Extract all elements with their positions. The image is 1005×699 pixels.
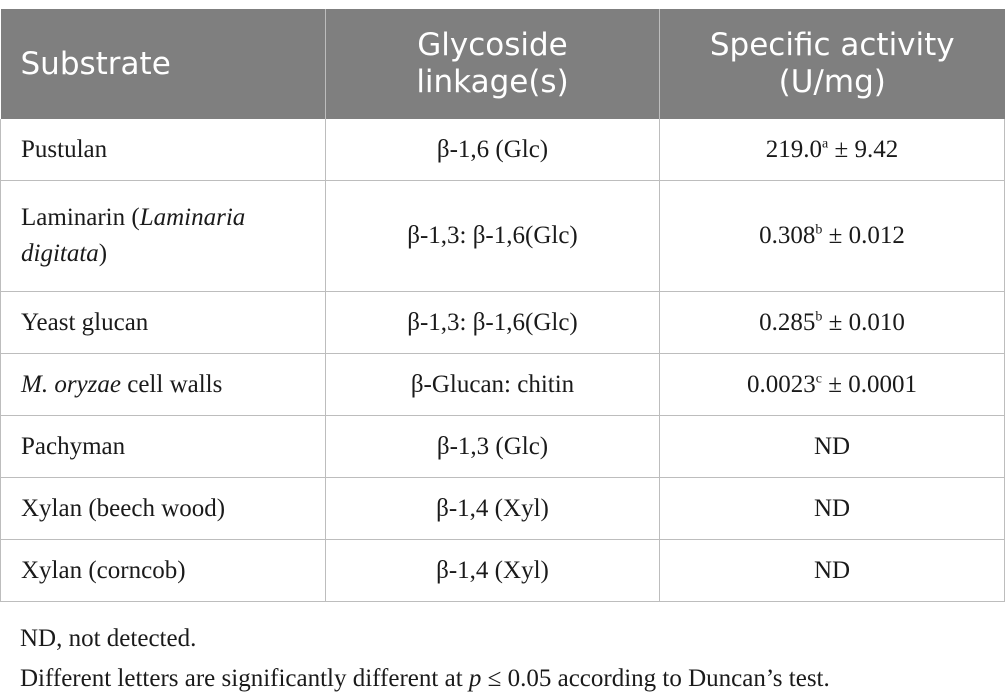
activity-value: ND <box>813 432 851 460</box>
linkage-text: β-1,6 (Glc) <box>436 135 549 163</box>
footnote-line2-prefix: Different letters are significantly different at <box>20 665 469 692</box>
substrate-text: Pachyman <box>21 432 126 460</box>
linkage-text: β-1,4 (Xyl) <box>436 494 549 522</box>
activity-sd: ± 0.012 <box>822 222 905 249</box>
table-row <box>1 354 1005 416</box>
cell-activity <box>660 540 1005 602</box>
substrate-italic: Laminaria <box>139 204 246 231</box>
table-row <box>1 119 1005 181</box>
cell-linkage <box>326 540 660 602</box>
activity-value: 0.285 <box>759 308 816 336</box>
table-header <box>1 9 1005 119</box>
substrate-text: Yeast glucan <box>21 308 149 336</box>
cell-linkage <box>326 119 660 181</box>
substrate-text: ) <box>98 240 108 267</box>
header-substrate <box>1 9 326 119</box>
footnote-line2-suffix: ≤ 0.05 according to Duncan’s test. <box>481 665 830 692</box>
linkage-text: β-Glucan: chitin <box>410 370 575 398</box>
activity-value: ND <box>813 494 851 522</box>
activity-superscript: b <box>815 222 823 238</box>
header-linkage-line1: Glycoside <box>417 27 568 63</box>
activity-sd: ± 0.010 <box>822 308 905 336</box>
footnote-abbreviation <box>20 619 830 659</box>
substrate-text: Pustulan <box>21 135 108 163</box>
table-footnotes <box>20 619 830 699</box>
activity-value: 0.308 <box>759 222 816 249</box>
cell-substrate <box>1 292 326 354</box>
cell-linkage <box>326 181 660 292</box>
activity-superscript: a <box>822 136 829 152</box>
activity-sd: ± 9.42 <box>828 135 899 163</box>
header-activity <box>660 9 1005 119</box>
table-row <box>1 292 1005 354</box>
activity-superscript: b <box>815 309 823 325</box>
header-linkage-line2: linkage(s) <box>416 64 569 100</box>
cell-linkage <box>326 354 660 416</box>
footnote-line2-italic: p <box>468 665 482 692</box>
linkage-text: β-1,3: β-1,6(Glc) <box>407 308 578 336</box>
activity-value: 219.0 <box>765 135 823 163</box>
header-row <box>1 9 1005 119</box>
activity-value: 0.0023 <box>747 370 816 398</box>
table-row <box>1 416 1005 478</box>
cell-substrate <box>1 416 326 478</box>
cell-linkage <box>326 416 660 478</box>
substrate-text: cell walls <box>120 370 223 398</box>
linkage-text: β-1,3 (Glc) <box>436 432 549 460</box>
table-row <box>1 478 1005 540</box>
header-activity-line2: (U/mg) <box>778 64 886 100</box>
substrate-italic: digitata <box>21 240 99 267</box>
substrate-text: Xylan (beech wood) <box>21 494 226 522</box>
cell-linkage <box>326 478 660 540</box>
cell-activity <box>660 354 1005 416</box>
substrate-text: Laminarin ( <box>21 204 140 231</box>
substrate-text: Xylan (corncob) <box>21 556 186 584</box>
footnote-significance <box>20 659 830 699</box>
cell-substrate <box>1 354 326 416</box>
cell-activity <box>660 119 1005 181</box>
activity-superscript: c <box>815 371 822 387</box>
header-linkage <box>326 9 660 119</box>
cell-substrate <box>1 540 326 602</box>
cell-activity <box>660 478 1005 540</box>
substrate-specificity-table <box>0 9 1005 602</box>
cell-activity <box>660 181 1005 292</box>
header-activity-line1: Specific activity <box>709 27 955 63</box>
table-row <box>1 540 1005 602</box>
substrate-italic: M. oryzae <box>21 370 121 398</box>
footnote-line1: ND, not detected. <box>20 625 197 652</box>
table-body <box>1 119 1005 602</box>
cell-linkage <box>326 292 660 354</box>
results-table-container <box>0 9 1004 602</box>
activity-value: ND <box>813 556 851 584</box>
table-row <box>1 181 1005 292</box>
cell-activity <box>660 292 1005 354</box>
cell-substrate <box>1 119 326 181</box>
linkage-text: β-1,3: β-1,6(Glc) <box>407 222 578 249</box>
cell-activity <box>660 416 1005 478</box>
activity-sd: ± 0.0001 <box>821 370 917 398</box>
cell-substrate <box>1 478 326 540</box>
linkage-text: β-1,4 (Xyl) <box>436 556 549 584</box>
cell-substrate <box>1 181 326 292</box>
header-substrate-label: Substrate <box>20 45 171 82</box>
